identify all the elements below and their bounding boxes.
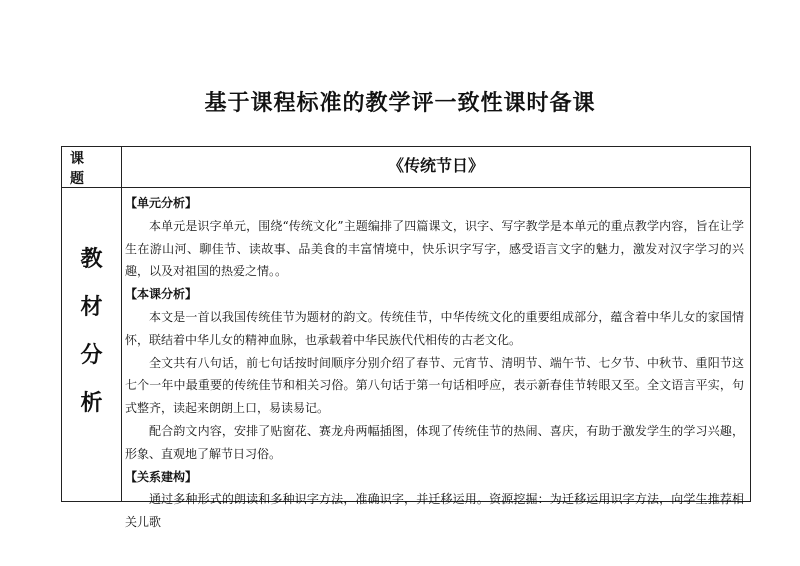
section-label (62, 188, 121, 501)
unit-analysis-heading: 【单元分析】 (125, 196, 198, 210)
lesson-analysis-heading: 【本课分析】 (125, 287, 198, 302)
lesson-analysis-paragraph: 全文共有八句话，前七句话按时间顺序分别介绍了春节、元宵节、清明节、端午节、七夕节、中秋节、重阳节这七个一年中最重要的传统佳节和相关习俗。第八句话于第一句话相呼应，表示新春佳节转眼又至。全文语言平实，句式整齐，读起来朗朗上口，易读易记。 (125, 355, 744, 416)
lesson-title: 《传统节日》 (387, 155, 484, 175)
section-label-char: 分 (80, 343, 103, 368)
topic-label: 课 题 (70, 150, 94, 187)
relation-building-paragraph: 通过多种形式的朗读和多种识字方法，准确识字，并迁移运用。资源挖掘：为迁移运用识字方法，向学生推荐相关儿歌 (125, 492, 744, 530)
column-divider (121, 147, 122, 501)
section-label-char: 材 (80, 295, 103, 320)
section-label-char: 教 (80, 247, 103, 272)
lesson-plan-table (61, 146, 751, 530)
lesson-analysis-paragraph: 配合韵文内容，安排了贴窗花、赛龙舟两幅插图，体现了传统佳节的热闹、喜庆，有助于激发学生的学习兴趣，形象、直观地了解节日习俗。 (125, 423, 744, 461)
relation-building-heading: 【关系建构】 (125, 469, 198, 484)
page-title: 基于课程标准的教学评一致性课时备课 (204, 91, 596, 116)
lesson-analysis-paragraph: 本文是一首以我国传统佳节为题材的韵文。传统佳节，中华传统文化的重要组成部分，蕴含着中华儿女的家国情怀，联结着中华儿女的精神血脉，也承载着中华民族代代相传的古老文化。 (125, 309, 744, 347)
unit-analysis-paragraph: 本单元是识字单元，围绕“传统文化”主题编排了四篇课文，识字、写字教学是本单元的重点教学内容，旨在让学生在游山河、聊佳节、读故事、品美食的丰富情境中，快乐识字写字，感受语言文字的魅力，激发对汉字学习的兴趣，以及对祖国的热爱之情。。 (125, 218, 744, 279)
section-label-char: 析 (80, 391, 103, 416)
analysis-content (125, 192, 744, 530)
topic-row (62, 147, 750, 188)
